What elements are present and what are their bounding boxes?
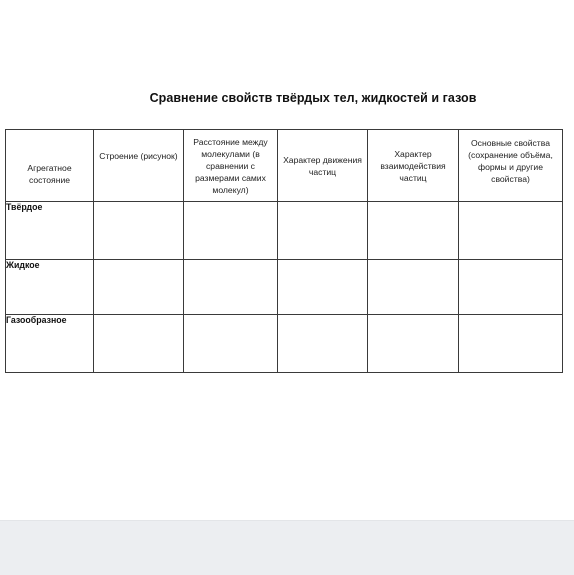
row-label-liquid: Жидкое <box>6 260 94 315</box>
table-cell <box>94 260 184 315</box>
table-row-liquid <box>6 260 563 315</box>
row-label-solid: Твёрдое <box>6 202 94 260</box>
header-particle-motion: Характер движения частиц <box>278 130 368 202</box>
table-cell <box>94 202 184 260</box>
row-label-gas: Газообразное <box>6 315 94 373</box>
table-row-solid <box>6 202 563 260</box>
table-cell <box>368 202 459 260</box>
table-cell <box>94 315 184 373</box>
viewer-background <box>0 520 574 575</box>
table-row-gas <box>6 315 563 373</box>
table-cell <box>368 260 459 315</box>
table-cell <box>184 260 278 315</box>
table-cell <box>459 315 563 373</box>
header-aggregate-state: Агрегатное состояние <box>6 130 94 202</box>
comparison-table <box>5 129 563 373</box>
document-title: Сравнение свойств твёрдых тел, жидкостей и газов <box>149 91 477 105</box>
table-cell <box>278 260 368 315</box>
table-header-row <box>6 130 563 202</box>
header-particle-interaction: Характер взаимодействия частиц <box>368 130 459 202</box>
table-cell <box>278 202 368 260</box>
table-cell <box>368 315 459 373</box>
table-cell <box>184 202 278 260</box>
table-cell <box>459 202 563 260</box>
table-cell <box>184 315 278 373</box>
table-cell <box>459 260 563 315</box>
header-structure: Строение (рисунок) <box>94 130 184 202</box>
header-molecule-distance: Расстояние между молекулами (в сравнении с размерами самих молекул) <box>184 130 278 202</box>
table-cell <box>278 315 368 373</box>
header-main-properties: Основные свойства (сохранение объёма, формы и другие свойства) <box>459 130 563 202</box>
